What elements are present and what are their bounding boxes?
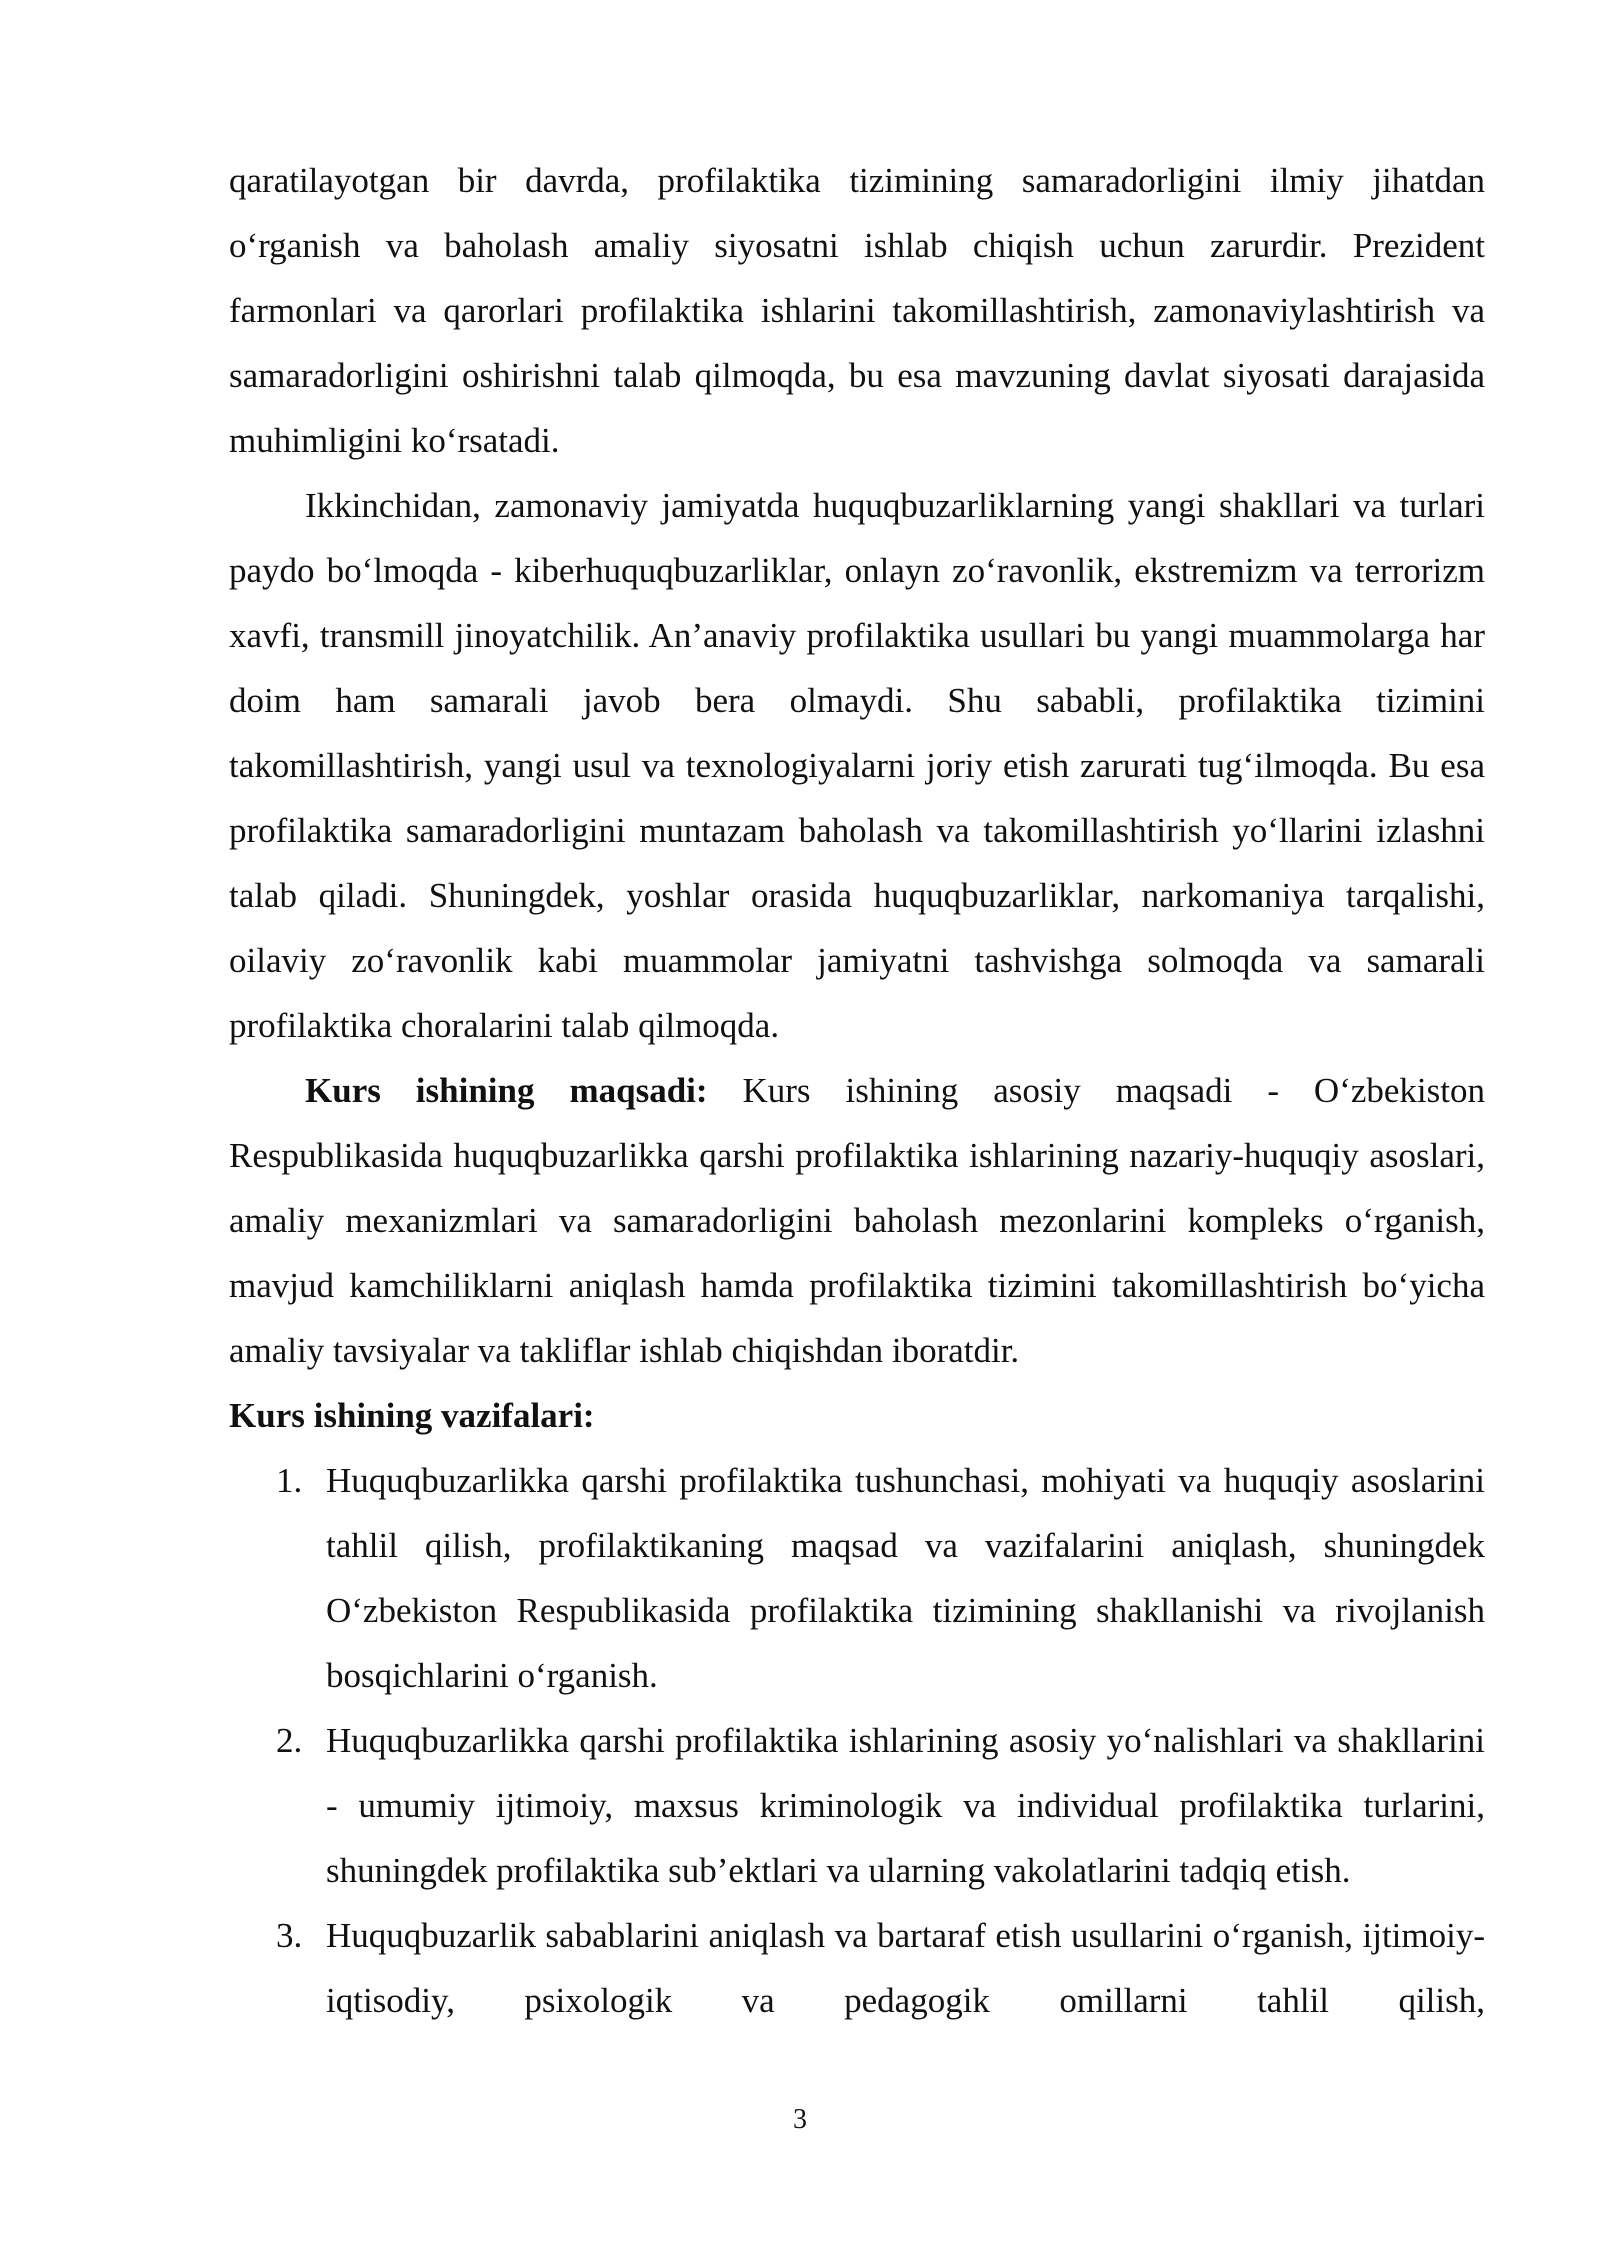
task-number: 1. (276, 1461, 303, 1500)
document-page (229, 148, 1485, 2033)
task-item-3 (229, 1903, 1485, 2033)
tasks-list (229, 1448, 1485, 2033)
intro-paragraph: qaratilayotgan bir davrda, profilaktika tizimining samaradorligini ilmiy jihatdan o‘rganish va baholash amaliy siyosatni ishlab chiqish uchun zarurdir. Prezident farmonlari va qarorlari profilaktika ishlarini takomillashtirish, zamonaviylashtirish va samaradorligini oshirishni talab qilmoqda, bu esa mavzuning davlat siyosati darajasida muhimligini ko‘rsatadi. (229, 161, 1485, 460)
tasks-heading: Kurs ishining vazifalari: (229, 1396, 595, 1435)
goal-text: Kurs ishining asosiy maqsadi - O‘zbekiston Respublikasida huquqbuzarlikka qarshi profilaktika ishlarining nazariy-huquqiy asoslari, amaliy mexanizmlari va samaradorligini baholash mezonlarini kompleks o‘rganish, mavjud kamchiliklarni aniqlash hamda profilaktika tizimini takomillashtirish bo‘yicha amaliy tavsiyalar va takliflar ishlab chiqishdan iboratdir. (229, 1071, 1485, 1370)
task-item-1 (229, 1448, 1485, 1708)
task-text: Huquqbuzarlikka qarshi profilaktika ishlarining asosiy yo‘nalishlari va shakllarini - umumiy ijtimoiy, maxsus kriminologik va individual profilaktika turlarini, shuningdek profilaktika sub’ektlari va ularning vakolatlarini tadqiq etish. (326, 1721, 1485, 1890)
task-text: Huquqbuzarlikka qarshi profilaktika tushunchasi, mohiyati va huquqiy asoslarini tahlil qilish, profilaktikaning maqsad va vazifalarini aniqlash, shuningdek O‘zbekiston Respublikasida profilaktika tizimining shakllanishi va rivojlanish bosqichlarini o‘rganish. (326, 1461, 1485, 1695)
second-paragraph: Ikkinchidan, zamonaviy jamiyatda huquqbuzarliklarning yangi shakllari va turlari paydo bo‘lmoqda - kiberhuquqbuzarliklar, onlayn zo‘ravonlik, ekstremizm va terrorizm xavfi, transmill jinoyatchilik. An’anaviy profilaktika usullari bu yangi muammolarga har doim ham samarali javob bera olmaydi. Shu sababli, profilaktika tizimini takomillashtirish, yangi usul va texnologiyalarni joriy etish zarurati tug‘ilmoqda. Bu esa profilaktika samaradorligini muntazam baholash va takomillashtirish yo‘llarini izlashni talab qiladi. Shuningdek, yoshlar orasida huquqbuzarliklar, narkomaniya tarqalishi, oilaviy zo‘ravonlik kabi muammolar jamiyatni tashvishga solmoqda va samarali profilaktika choralarini talab qilmoqda. (229, 486, 1485, 1045)
goal-paragraph (229, 1058, 1485, 1383)
task-item-2 (229, 1708, 1485, 1903)
page-number: 3 (793, 2104, 807, 2135)
task-text: Huquqbuzarlik sabablarini aniqlash va bartaraf etish usullarini o‘rganish, ijtimoiy-iqtisodiy, psixologik va pedagogik omillarni tahlil qilish, (326, 1916, 1485, 2020)
task-number: 2. (276, 1721, 303, 1760)
task-number: 3. (276, 1916, 303, 1955)
goal-label: Kurs ishining maqsadi: (305, 1071, 708, 1110)
